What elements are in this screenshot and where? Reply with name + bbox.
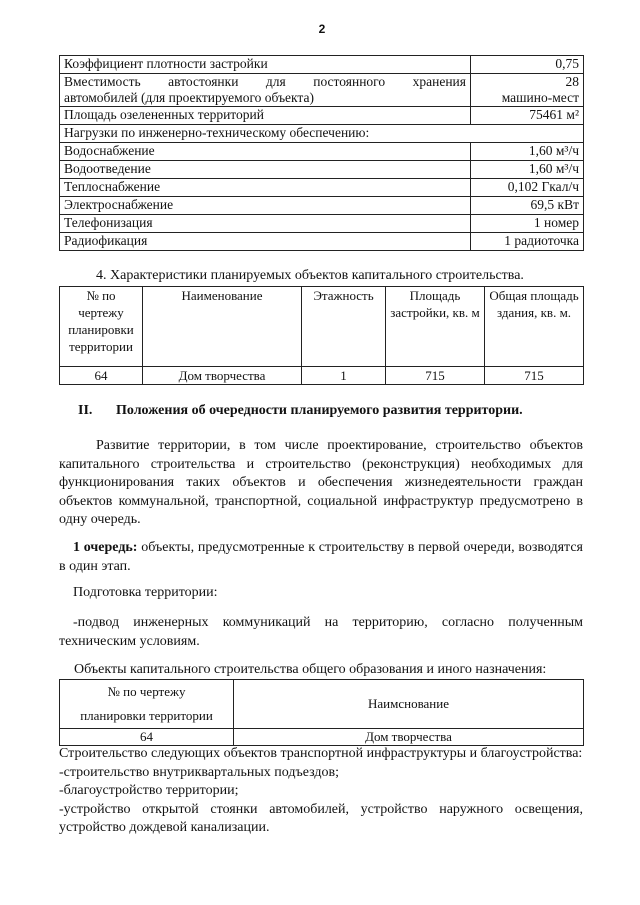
column-header	[60, 680, 234, 729]
section-title: Положения об очередности планируемого развития территории.	[116, 403, 523, 418]
objects-characteristics-table	[59, 286, 584, 385]
row-value-line: машино-мест	[501, 90, 579, 105]
table-row	[60, 233, 584, 251]
section-heading	[78, 403, 523, 419]
table-row	[60, 179, 584, 197]
column-header: Площадь застройки, кв. м	[386, 287, 485, 367]
row-value: 1,60 м³/ч	[471, 143, 584, 161]
row-value: 75461 м²	[471, 107, 584, 125]
table-cell: 715	[386, 367, 485, 385]
column-header: Этажность	[302, 287, 386, 367]
stage-label: 1 очередь:	[73, 540, 138, 555]
list-item: -благоустройство территории;	[59, 783, 239, 798]
table-row	[60, 107, 584, 125]
table-cell: 64	[60, 729, 234, 746]
row-label: Водоснабжение	[60, 143, 471, 161]
row-value: 0,102 Гкал/ч	[471, 179, 584, 197]
list-item: -строительство внутриквартальных подъездов;	[59, 764, 339, 780]
table-row	[60, 125, 584, 143]
table-cell: 715	[485, 367, 584, 385]
table-cell: 64	[60, 367, 143, 385]
table-cell: Дом творчества	[234, 729, 584, 746]
column-header: № по чертежу планировки территории	[60, 287, 143, 367]
column-header: Наименование	[143, 287, 302, 367]
paragraph-utilities: -подвод инженерных коммуникаций на территорию, согласно полученным техническим условиям.	[59, 615, 583, 649]
column-header: Общая площадь здания, кв. м.	[485, 287, 584, 367]
row-value	[471, 74, 584, 107]
table-cell: 1	[302, 367, 386, 385]
section-number: II.	[78, 403, 93, 418]
row-value: 1 номер	[471, 215, 584, 233]
table-row	[60, 143, 584, 161]
paragraph-preparation: Подготовка территории:	[73, 585, 218, 600]
parameters-table	[59, 55, 584, 251]
table-row	[60, 729, 584, 746]
table-row	[60, 74, 584, 107]
row-label: Нагрузки по инженерно-техническому обеспечению:	[60, 125, 584, 143]
infrastructure-list	[59, 745, 583, 838]
row-label: Радиофикация	[60, 233, 471, 251]
row-label: Коэффициент плотности застройки	[60, 56, 471, 74]
table-row	[60, 56, 584, 74]
objects-caption: Объекты капитального строительства общего образования и иного назначения:	[74, 662, 547, 677]
objects-table	[59, 679, 584, 746]
row-label	[60, 74, 471, 107]
row-value: 1 радиоточка	[471, 233, 584, 251]
row-label: Телефонизация	[60, 215, 471, 233]
column-header-line: № по чертежу	[107, 684, 186, 699]
row-value: 69,5 кВт	[471, 197, 584, 215]
table-row	[60, 161, 584, 179]
page-number: 2	[318, 22, 326, 36]
stage-text: объекты, предусмотренные к строительству в первой очереди, возводятся в один этап.	[59, 540, 583, 574]
table-header-row	[60, 287, 584, 367]
table-row	[60, 215, 584, 233]
row-value-line: 28	[565, 74, 579, 89]
table-row	[60, 367, 584, 385]
row-label: Теплоснабжение	[60, 179, 471, 197]
row-label-line: автомобилей (для проектируемого объекта)	[64, 90, 314, 105]
table-header-row	[60, 680, 584, 729]
list-item: -устройство открытой стоянки автомобилей, устройство наружного освещения, устройство дождевой канализации.	[59, 801, 583, 835]
section4-caption: 4. Характеристики планируемых объектов капитального строительства.	[96, 268, 524, 283]
row-label: Площадь озелененных территорий	[60, 107, 471, 125]
table-cell: Дом творчества	[143, 367, 302, 385]
row-label-line: Вместимость автостоянки для постоянного хранения	[64, 74, 466, 89]
row-label: Электроснабжение	[60, 197, 471, 215]
row-value: 1,60 м³/ч	[471, 161, 584, 179]
row-value: 0,75	[471, 56, 584, 74]
row-label: Водоотведение	[60, 161, 471, 179]
paragraph-stage	[59, 539, 583, 576]
table-row	[60, 197, 584, 215]
column-header: Наимснование	[234, 680, 584, 729]
column-header-line: планировки территории	[80, 708, 213, 723]
paragraph-development: Развитие территории, в том числе проектирование, строительство объектов капитального строительства и строительство (реконструкция) необходимых для функционирования таких объектов и обеспечения жизнедеятельности граждан объектов коммунальной, транспортной, социальной инфраструктур предусмотрено в одну очередь.	[59, 438, 583, 527]
list-intro: Строительство следующих объектов транспортной инфраструктуры и благоустройства:	[59, 746, 583, 761]
